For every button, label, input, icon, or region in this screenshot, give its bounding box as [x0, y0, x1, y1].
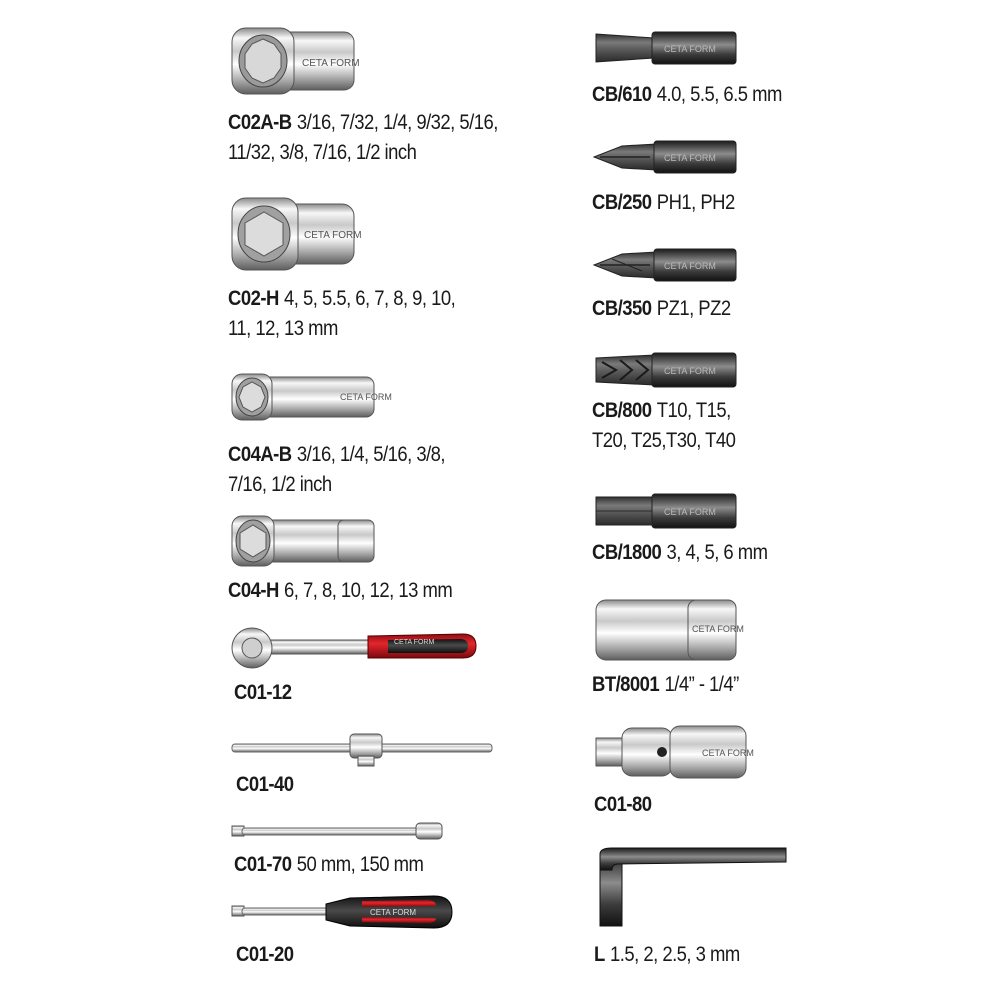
- pozidriv-bit-icon: [592, 244, 742, 286]
- bit-engraving: CETA FORM: [664, 507, 716, 517]
- bit-adapter-icon: [592, 596, 742, 664]
- deep-socket-12pt-icon: [228, 372, 392, 422]
- extension-bar-icon: [230, 820, 446, 844]
- product-desc-line-1: 6, 7, 8, 10, 12, 13 mm: [284, 579, 453, 602]
- universal-joint-icon: [592, 722, 752, 782]
- bit-engraving: CETA FORM: [664, 153, 716, 163]
- product-code: C01-80: [594, 793, 652, 816]
- product-desc-line-1: 4, 5, 5.5, 6, 7, 8, 9, 10,: [284, 287, 456, 310]
- product-code: CB/610: [592, 83, 652, 106]
- product-desc-line-1: 3/16, 7/32, 1/4, 9/32, 5/16,: [296, 111, 498, 134]
- product-desc-line-1: 1/4” - 1/4”: [664, 673, 739, 696]
- hex-bit-icon: [592, 490, 742, 532]
- product-code: CB/350: [592, 297, 652, 320]
- product-desc-line-2: 7/16, 1/2 inch: [228, 473, 332, 496]
- handle-engraving: CETA FORM: [394, 639, 435, 646]
- torx-bit-icon: [592, 348, 742, 392]
- product-code: C01-20: [236, 943, 294, 966]
- product-desc-line-1: 4.0, 5.5, 6.5 mm: [656, 83, 782, 106]
- product-code: C04-H: [228, 579, 279, 602]
- bit-engraving: CETA FORM: [664, 366, 716, 376]
- product-desc-line-1: 3, 4, 5, 6 mm: [666, 541, 768, 564]
- socket-engraving: CETA FORM: [340, 392, 392, 402]
- product-desc-line-2: T20, T25,T30, T40: [592, 429, 736, 452]
- product-desc-line-1: PH1, PH2: [656, 191, 735, 214]
- product-desc-line-1: 3/16, 1/4, 5/16, 3/8,: [296, 443, 446, 466]
- product-desc-line-1: PZ1, PZ2: [656, 297, 731, 320]
- slotted-bit-icon: [592, 28, 742, 68]
- hex-key-icon: [592, 846, 792, 930]
- spinner-handle-icon: [230, 892, 456, 932]
- product-code: C02-H: [228, 287, 279, 310]
- socket-engraving: CETA FORM: [302, 58, 360, 69]
- deep-socket-6pt-icon: [228, 514, 378, 568]
- product-code: C01-40: [236, 773, 294, 796]
- product-code: BT/8001: [592, 673, 660, 696]
- bit-engraving: CETA FORM: [664, 261, 716, 271]
- product-code: C01-12: [234, 681, 292, 704]
- socket-12pt-icon: [228, 26, 358, 96]
- socket-engraving: CETA FORM: [304, 230, 362, 241]
- phillips-bit-icon: [592, 136, 742, 178]
- adapter-engraving: CETA FORM: [692, 624, 744, 634]
- product-code: C04A-B: [228, 443, 292, 466]
- handle-engraving: CETA FORM: [370, 908, 417, 917]
- product-desc-line-1: 1.5, 2, 2.5, 3 mm: [610, 943, 740, 966]
- product-desc-line-1: 50 mm, 150 mm: [296, 853, 424, 876]
- joint-engraving: CETA FORM: [702, 748, 754, 758]
- product-desc-line-2: 11, 12, 13 mm: [228, 317, 338, 340]
- product-code: L: [594, 943, 605, 966]
- product-code: C02A-B: [228, 111, 292, 134]
- socket-6pt-icon: [228, 196, 362, 272]
- sliding-t-bar-icon: [230, 728, 496, 768]
- product-desc-line-2: 11/32, 3/8, 7/16, 1/2 inch: [228, 141, 417, 164]
- product-code: CB/250: [592, 191, 652, 214]
- product-code: C01-70: [234, 853, 292, 876]
- product-code: CB/800: [592, 399, 652, 422]
- bit-engraving: CETA FORM: [664, 44, 716, 54]
- product-code: CB/1800: [592, 541, 662, 564]
- ratchet-handle-icon: [228, 626, 478, 670]
- product-desc-line-1: T10, T15,: [656, 399, 731, 422]
